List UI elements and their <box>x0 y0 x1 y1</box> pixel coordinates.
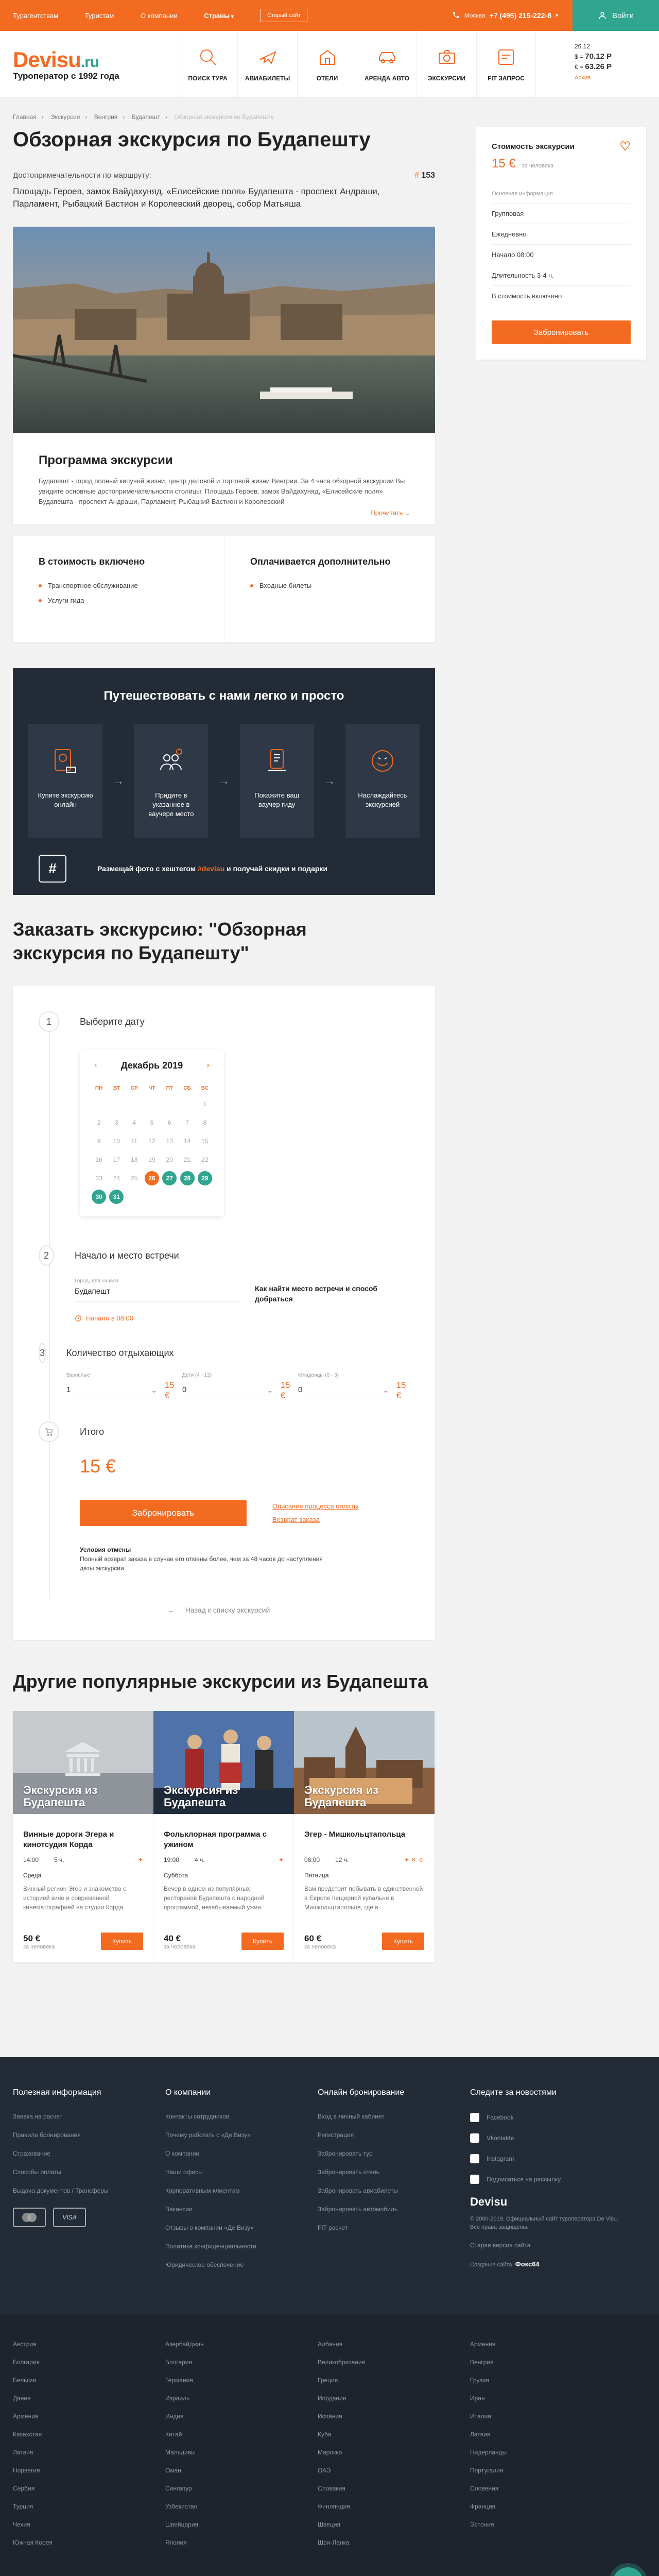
cart-icon <box>39 1421 59 1442</box>
order-step-meeting <box>39 1245 409 1322</box>
calendar-day: 1 <box>203 1100 207 1108</box>
calendar-day: 23 <box>95 1175 102 1182</box>
nav-fit-request[interactable]: FIT ЗАПРОС <box>476 31 536 98</box>
buy-button[interactable]: Купить <box>241 1933 284 1950</box>
country-link[interactable]: Швейцария <box>165 2521 199 2528</box>
car-icon <box>377 47 397 67</box>
weekday-label: СР <box>130 1085 138 1091</box>
step-number: 2 <box>39 1245 54 1266</box>
step-title: Выберите дату <box>80 1016 145 1027</box>
breadcrumb-excursions[interactable]: Экскурсии <box>50 113 80 121</box>
program-section <box>13 433 435 524</box>
login-button[interactable] <box>573 0 659 31</box>
hashtag-promo: # Размещай фото с хештегом #devisu и получай скидки и подарки <box>39 855 435 883</box>
step-show: Покажите ваш ваучер гиду <box>240 724 314 838</box>
program-title: Программа экскурсии <box>39 453 173 467</box>
country-link[interactable]: Чехия <box>13 2521 30 2528</box>
country-link[interactable]: Греция <box>318 2377 338 2384</box>
infants-select[interactable]: 0 ⌄ <box>298 1382 389 1399</box>
calendar-day: 5 <box>150 1119 154 1126</box>
children-field: Дети (4 - 12) 0 ⌄ 15 € <box>182 1372 297 1401</box>
vk-icon <box>470 2133 479 2143</box>
clock-icon <box>75 1315 82 1322</box>
hotel-icon <box>317 47 338 67</box>
calendar-next-button[interactable]: › <box>206 1061 210 1070</box>
country-link[interactable]: Словакия <box>318 2485 345 2492</box>
calendar-day[interactable]: 26 <box>143 1169 161 1188</box>
country-link[interactable]: Армения <box>470 2341 496 2348</box>
calendar-prev-button[interactable]: ‹ <box>94 1061 97 1070</box>
card-price: 50 € за человека <box>23 1934 55 1950</box>
back-to-list-link[interactable]: ← Назад к списку экскурсий <box>167 1606 270 1614</box>
chevron-down-icon: ⌄ <box>405 509 410 517</box>
order-step-date <box>39 1011 409 1216</box>
city-field[interactable]: Будапешт <box>75 1284 239 1301</box>
footer-link[interactable]: Политика конфиденциальности <box>165 2243 257 2250</box>
attractions-label: Достопримечательности по маршруту: <box>13 171 151 180</box>
program-text: Будапешт - город полный кипучей жизни, центр деловой и торговой жизни Венгрии. За 4 часа обзорной экскурсии Вы увидите основные достопримечательности столицы: Площадь Героев, замок Вайдахуняд, «Елисейские поля» Будапешта - проспект Андраши, Парламент, Рыбацкий Бастион и Королевский <box>39 477 405 505</box>
calendar-day: 16 <box>95 1156 102 1163</box>
price-info: Основная информация Групповая Ежедневно Начало 08:00 Длительность 3-4 ч. В стоимость включено <box>492 191 631 306</box>
country-link[interactable]: Дания <box>13 2395 31 2402</box>
step-title: Начало и место встречи <box>75 1250 179 1261</box>
rate-eur: € = 63.26 Р <box>575 62 612 71</box>
total-price: 15 € <box>80 1455 116 1477</box>
calendar-day: 3 <box>115 1119 118 1126</box>
price-sidebar <box>476 127 646 360</box>
request-icon <box>496 47 516 67</box>
weekday-label: СБ <box>183 1085 191 1091</box>
arrow-right-icon: → <box>112 774 124 787</box>
info-row: Длительность 3-4 ч. <box>492 265 631 286</box>
footer <box>0 2057 659 2576</box>
order-step-people <box>39 1343 409 1401</box>
weekday-label: ПТ <box>166 1085 173 1091</box>
footer-link[interactable]: Наши офисы <box>165 2168 203 2176</box>
country-link[interactable]: Куба <box>318 2431 332 2438</box>
country-link[interactable]: Шри-Ланка <box>318 2539 350 2546</box>
extra-title: Оплачивается дополнительно <box>250 556 391 567</box>
bus-restaurant-icon: ✦ ✕ ☺ <box>404 1856 424 1863</box>
card-price: 40 € за человека <box>164 1934 196 1950</box>
infants-price: 15 € <box>396 1380 406 1400</box>
calendar-day[interactable]: 31 <box>108 1188 125 1206</box>
footer-link[interactable]: Контакты сотрудников <box>165 2113 230 2120</box>
breadcrumb: Главная › Экскурсии › Венгрия › Будапешт › Обзорная экскурсия по Будапешту <box>13 113 274 121</box>
country-link[interactable]: Япония <box>165 2539 187 2546</box>
countries-column <box>165 2341 318 2557</box>
excursion-photo <box>13 227 435 433</box>
calendar-day: 10 <box>113 1138 120 1145</box>
how-it-works <box>13 668 435 895</box>
country-link[interactable]: Армения <box>13 2413 39 2420</box>
country-link[interactable]: Венгрия <box>470 2359 494 2366</box>
included-title: В стоимость включено <box>39 556 145 567</box>
voucher-icon <box>263 747 291 775</box>
calendar-day <box>161 1188 178 1206</box>
country-link[interactable]: Португалия <box>470 2467 504 2474</box>
total-label: Итого <box>80 1427 105 1437</box>
payment-cards <box>13 2208 165 2227</box>
card-title: Фольклорная программа с ужином <box>164 1830 267 1849</box>
footer-link[interactable]: Правила бронирования <box>13 2131 81 2139</box>
calendar-day: 24 <box>113 1175 120 1182</box>
country-link[interactable]: Южная Корея <box>13 2539 53 2546</box>
phone-number[interactable]: +7 (495) 215-222-8 <box>489 11 551 20</box>
excursion-card[interactable]: Экскурсия из Будапешта Фольклорная программа с ужином 19:00 4 ч. ✦ Суббота Вечер в одном из популярных ресторанов Будапешта с народной программой, незабываемый ужин 40 € за человека Купить <box>153 1711 294 1962</box>
other-title: Другие популярные экскурсии из Будапешта <box>13 1671 428 1692</box>
calendar-day: 21 <box>183 1156 191 1163</box>
rates-date: 26.12 <box>575 43 591 50</box>
footer-link[interactable]: Выдача документов / Трансферы <box>13 2187 109 2194</box>
smile-icon <box>368 747 397 775</box>
rate-usd: $ = 70.12 Р <box>575 52 612 61</box>
country-link[interactable]: Испания <box>318 2413 342 2420</box>
country-link[interactable]: Болгария <box>165 2359 192 2366</box>
old-site-button[interactable]: Старый сайт <box>261 9 307 22</box>
footer-link[interactable]: Вход в личный кабинет <box>318 2113 385 2120</box>
book-button[interactable]: Забронировать <box>80 1500 247 1526</box>
camera-icon <box>437 47 457 67</box>
calendar-day: 19 <box>148 1156 155 1163</box>
footer-link[interactable]: Страхование <box>13 2150 50 2157</box>
people-icon <box>157 747 185 775</box>
step-title: Количество отдыхающих <box>66 1348 174 1358</box>
calendar-day: 7 <box>185 1119 189 1126</box>
attractions-header <box>13 171 435 180</box>
calendar-month: Декабрь 2019 <box>120 1060 183 1071</box>
country-link[interactable]: Израиль <box>165 2395 190 2402</box>
list-item: Услуги гида <box>39 597 198 604</box>
made-by: Создание сайта Фокс64 <box>470 2260 540 2268</box>
read-more-link[interactable]: Прочитать ⌄ <box>370 509 410 517</box>
calendar-day <box>126 1188 143 1206</box>
top-nav-agencies[interactable]: Турагентствам <box>13 11 59 20</box>
facebook-link[interactable]: Facebook <box>470 2113 622 2122</box>
step-number: 1 <box>39 1011 59 1032</box>
sidebar-book-button[interactable]: Забронировать <box>492 320 631 344</box>
heart-icon[interactable]: ♡ <box>619 140 631 154</box>
footer-col-info: Полезная информация Заявка на расчет Правила бронирования Страхование Способы оплаты Выдача документов / Трансферы VISA <box>13 2088 165 2280</box>
country-link[interactable]: Норвегия <box>13 2467 40 2474</box>
step-come: Придите в указанное в ваучере место <box>134 724 208 838</box>
login-label: Войти <box>612 11 634 20</box>
country-link[interactable]: Турция <box>13 2503 33 2510</box>
chevron-down-icon[interactable]: ▾ <box>555 12 558 19</box>
footer-link[interactable]: Забронировать отель <box>318 2168 379 2176</box>
country-link[interactable]: Сингапур <box>165 2485 192 2492</box>
country-link[interactable]: Великобритания <box>318 2359 366 2366</box>
excursion-card[interactable]: Экскурсия из Будапешта Винные дороги Эгера и кинотсудия Корда 14:00 5 ч. ✦ Среда Винный регион Эгер и знакомство с историей кино и современной кинематографией на студии Корда 50 € за человека Купить <box>13 1711 153 1962</box>
footer-link[interactable]: Почему работать с «Де Визу» <box>165 2131 251 2139</box>
included-section <box>13 536 435 642</box>
footer-link[interactable]: Способы оплаты <box>13 2168 62 2176</box>
card-image: Экскурсия из Будапешта <box>153 1711 294 1814</box>
facebook-icon <box>470 2113 479 2122</box>
breadcrumb-hungary[interactable]: Венгрия <box>94 113 118 121</box>
price-card <box>476 127 646 360</box>
logo-subtitle: Туроператор с 1992 года <box>13 71 119 81</box>
footer-link[interactable]: FIT расчет <box>318 2224 348 2231</box>
country-link[interactable]: Оман <box>165 2467 181 2474</box>
footer-logo: Devisu <box>470 2195 508 2208</box>
arrow-left-icon: ← <box>167 1606 175 1614</box>
country-link[interactable]: Латвия <box>13 2449 33 2456</box>
top-nav-countries[interactable]: Страны ▾ <box>204 12 234 20</box>
footer-link[interactable]: Корпоративным клиентам <box>165 2187 240 2194</box>
list-item: Транспортное обслуживание <box>39 582 198 589</box>
country-link[interactable]: Марокко <box>318 2449 342 2456</box>
mail-icon <box>470 2175 479 2184</box>
calendar-day[interactable]: 28 <box>178 1169 196 1188</box>
other-excursions <box>13 1670 646 1962</box>
calendar-day: 6 <box>167 1119 171 1126</box>
calendar-day <box>126 1095 143 1113</box>
city-selector[interactable]: Москва <box>464 12 485 19</box>
card-image: Экскурсия из Будапешта <box>13 1711 153 1814</box>
country-link[interactable]: Грузия <box>470 2377 490 2384</box>
calendar-day: 15 <box>201 1138 209 1145</box>
adults-price: 15 € <box>164 1380 175 1400</box>
country-link[interactable]: Иордания <box>318 2395 346 2402</box>
calendar-day[interactable]: 27 <box>161 1169 178 1188</box>
footer-link[interactable]: Юридическое обеспечение <box>165 2261 244 2268</box>
children-price: 15 € <box>280 1380 290 1400</box>
arrow-right-icon: → <box>218 774 230 787</box>
footer-link[interactable]: О компании <box>165 2150 200 2157</box>
calendar-day: 11 <box>131 1138 137 1145</box>
calendar-day <box>108 1095 125 1113</box>
country-link[interactable]: Финляндия <box>318 2503 350 2510</box>
weekday-label: ВТ <box>113 1085 120 1091</box>
card-title: Винные дороги Эгера и кинотсудия Корда <box>23 1830 114 1849</box>
nav-hotels[interactable]: ОТЕЛИ <box>297 31 357 98</box>
subscribe-link[interactable]: Подписаться на рассылку <box>470 2175 622 2184</box>
footer-link[interactable]: Забронировать тур <box>318 2150 373 2157</box>
footer-col-company: О компании Контакты сотрудников Почему работать с «Де Визу» О компании Наши офисы Корпоративным клиентам Вакансии Отзывы о компании «Де Визу» Политика конфиденциальности Юридическое обеспечение <box>165 2088 318 2280</box>
top-bar <box>0 0 659 31</box>
calendar-day[interactable]: 30 <box>90 1188 108 1206</box>
payment-process-link[interactable]: Описание процесса оплаты <box>272 1502 359 1510</box>
calendar-day <box>90 1095 108 1113</box>
country-link[interactable]: Индия <box>165 2413 184 2420</box>
user-icon <box>598 11 607 20</box>
main-nav <box>178 31 536 98</box>
country-link[interactable]: Италия <box>470 2413 491 2420</box>
countries-list <box>0 2315 659 2576</box>
main-content <box>13 127 435 1640</box>
breadcrumb-home[interactable]: Главная <box>13 113 37 121</box>
logo[interactable] <box>13 47 167 81</box>
walking-icon: ✦ <box>278 1856 284 1863</box>
city-field-label: Город, для начала <box>75 1278 119 1284</box>
card-image: Экскурсия из Будапешта <box>294 1711 435 1814</box>
calendar-day: 9 <box>97 1138 101 1145</box>
rates-archive-link[interactable]: Архив <box>575 75 591 81</box>
mastercard-icon <box>13 2208 46 2227</box>
vkontakte-link[interactable]: Vkontakte <box>470 2133 622 2143</box>
country-link[interactable]: Казахстан <box>13 2431 42 2438</box>
calendar-day: 17 <box>113 1156 120 1163</box>
country-link[interactable]: ОАЭ <box>318 2467 331 2474</box>
included-column <box>13 536 224 642</box>
weekday-label: ПН <box>95 1085 103 1091</box>
info-row: В стоимость включено <box>492 292 562 300</box>
walking-icon: ✦ <box>137 1856 143 1863</box>
top-nav-tourists[interactable]: Туристам <box>84 11 114 20</box>
footer-link[interactable]: Заявка на расчет <box>13 2113 63 2120</box>
footer-col-news: Следите за новостями Facebook Vkontakte Instagram Подписаться на рассылку Devisu © 2000-2019. Официальный сайт туроператора De Visu. Все права защищены. Старая версия сайта Создание сайта Фокс64 <box>470 2088 622 2280</box>
start-time: Начало в 08:00 <box>75 1314 409 1322</box>
country-link[interactable]: Узбекистан <box>165 2503 198 2510</box>
infants-field: Младенцы (0 - 3) 0 ⌄ 15 € <box>298 1372 413 1401</box>
hashtag-counter[interactable]: # 153 <box>414 171 435 180</box>
calendar-day: 18 <box>131 1156 138 1163</box>
breadcrumb-budapest[interactable]: Будапешт <box>131 113 160 121</box>
list-item: Входные билеты <box>250 582 409 589</box>
order-title: Заказать экскурсию: "Обзорная экскурсия по Будапешту" <box>13 919 307 963</box>
copyright: © 2000-2019. Официальный сайт туроператора De Visu. Все права защищены. <box>470 2216 618 2230</box>
nav-excursions[interactable]: ЭКСКУРСИИ <box>417 31 476 98</box>
step-number: 3 <box>39 1343 46 1363</box>
online-payment-icon <box>51 747 80 775</box>
calendar-grid <box>90 1081 214 1206</box>
calendar-day[interactable]: 29 <box>196 1169 214 1188</box>
info-row: Начало 08:00 <box>492 245 631 265</box>
order-form <box>13 986 435 1640</box>
page-title: Обзорная экскурсия по Будапешту <box>13 128 371 151</box>
hashtag-icon: # <box>39 855 66 883</box>
country-link[interactable]: Болгария <box>13 2359 40 2366</box>
country-link[interactable]: Китай <box>165 2431 182 2438</box>
calendar-day <box>143 1188 161 1206</box>
country-link[interactable]: Мальдивы <box>165 2449 196 2456</box>
country-link[interactable]: Словения <box>470 2485 499 2492</box>
countries-column <box>318 2341 470 2557</box>
main-header <box>0 31 659 98</box>
top-nav-about[interactable]: О компании <box>140 11 178 20</box>
adults-field: Взрослые 1 ⌄ 15 € <box>66 1372 181 1401</box>
country-link[interactable]: Австрия <box>13 2341 37 2348</box>
adults-select[interactable]: 1 ⌄ <box>66 1382 158 1399</box>
buy-button[interactable]: Купить <box>101 1933 143 1950</box>
buy-button[interactable]: Купить <box>382 1933 424 1950</box>
logo-name: Devisu.ru <box>13 47 99 72</box>
country-link[interactable]: Сербия <box>13 2485 35 2492</box>
visa-icon: VISA <box>53 2208 86 2227</box>
currency-rates <box>564 31 646 98</box>
footer-link[interactable]: Вакансии <box>165 2206 193 2213</box>
search-icon <box>198 47 218 67</box>
calendar-day <box>161 1095 178 1113</box>
old-version-link[interactable]: Старая версия сайта <box>470 2242 531 2249</box>
plane-icon <box>257 47 278 67</box>
country-link[interactable]: Швеция <box>318 2521 340 2528</box>
cancel-conditions: Условия отмены Полный возврат заказа в случае его отмены более, чем за 48 часов до наступления даты экскурсии <box>80 1546 323 1572</box>
card-price: 60 € за человека <box>304 1934 336 1950</box>
country-link[interactable]: Иран <box>470 2395 485 2402</box>
calendar-day <box>143 1095 161 1113</box>
countries-column <box>470 2341 622 2557</box>
arrow-right-icon: → <box>324 774 336 787</box>
weekday-label: ЧТ <box>148 1085 155 1091</box>
calendar-day <box>178 1095 196 1113</box>
nav-car-rental[interactable]: АРЕНДА АВТО <box>357 31 417 98</box>
excursion-card[interactable]: Экскурсия из Будапешта Эгер - Мишкольцтапольца 08:00 12 ч. ✦ ✕ ☺ Пятница Вам предстоит побывать в единственной в Европе пещерной купальне в Мишкольцтапольце, где в 60 € за человека Купить <box>294 1711 435 1962</box>
calendar-day <box>196 1188 214 1206</box>
calendar-day: 4 <box>132 1119 136 1126</box>
footer-link[interactable]: Забронировать автомобиль <box>318 2206 398 2213</box>
country-link[interactable]: Бельгия <box>13 2377 36 2384</box>
nav-flights[interactable]: АВИАБИЛЕТЫ <box>237 31 297 98</box>
calendar-day: 14 <box>183 1138 191 1145</box>
country-link[interactable]: Германия <box>165 2377 193 2384</box>
steps-title: Путешествовать с нами легко и просто <box>103 689 344 703</box>
footer-link[interactable]: Отзывы о компании «Де Визу» <box>165 2224 254 2231</box>
calendar-day: 25 <box>131 1175 138 1182</box>
footer-link[interactable]: Забронировать авиабилеты <box>318 2187 398 2194</box>
calendar-day: 12 <box>148 1138 155 1145</box>
extra-column <box>224 536 435 642</box>
calendar-day: 22 <box>201 1156 209 1163</box>
info-row: Ежедневно <box>492 224 631 245</box>
weekday-label: ВС <box>201 1085 209 1091</box>
calendar-day: 8 <box>203 1119 207 1126</box>
date-calendar <box>80 1049 224 1216</box>
step-buy: Купите экскурсию онлайн <box>28 724 102 838</box>
calendar-day <box>178 1188 196 1206</box>
top-nav <box>13 12 258 20</box>
country-link[interactable]: Латвия <box>470 2431 491 2438</box>
children-select[interactable]: 0 ⌄ <box>182 1382 273 1399</box>
countries-column <box>13 2341 165 2557</box>
calendar-day: 2 <box>97 1119 101 1126</box>
step-enjoy: Наслаждайтесь экскурсией <box>345 724 420 838</box>
price-value: 15 € за человека <box>492 157 554 171</box>
country-link[interactable]: Азербайджан <box>165 2341 204 2348</box>
instagram-link[interactable]: Instagram <box>470 2154 622 2163</box>
footer-link[interactable]: Регистрация <box>318 2131 354 2139</box>
phone-icon <box>452 11 460 21</box>
attractions-list: Площадь Героев, замок Вайдахуняд, «Елисейские поля» Будапешта - проспект Андраши, Парламент, Рыбацкий Бастион и Королевский дворец, собор Матьяша <box>13 187 380 209</box>
refund-link[interactable]: Возврат заказа <box>272 1516 320 1523</box>
nav-tour-search[interactable]: ПОИСК ТУРА <box>178 31 237 98</box>
order-total <box>39 1421 409 1573</box>
calendar-day: 13 <box>166 1138 173 1145</box>
info-row: Групповая <box>492 204 631 224</box>
country-link[interactable]: Нидерланды <box>470 2449 507 2456</box>
breadcrumb-current: Обзорная экскурсия по Будапешту <box>174 113 274 121</box>
calendar-day: 20 <box>166 1156 173 1163</box>
instagram-icon <box>470 2154 479 2163</box>
country-link[interactable]: Албания <box>318 2341 343 2348</box>
country-link[interactable]: Эстония <box>470 2521 494 2528</box>
card-title: Эгер - Мишкольцтапольца <box>304 1830 406 1839</box>
how-to-get-link[interactable]: Как найти место встречи и способ добраться <box>255 1284 378 1303</box>
price-card-title: Стоимость экскурсии <box>492 142 575 151</box>
footer-col-booking: Онлайн бронирование Вход в личный кабинет Регистрация Забронировать тур Забронировать отель Забронировать авиабилеты Забронировать автомобиль FIT расчет <box>318 2088 470 2280</box>
country-link[interactable]: Франция <box>470 2503 496 2510</box>
